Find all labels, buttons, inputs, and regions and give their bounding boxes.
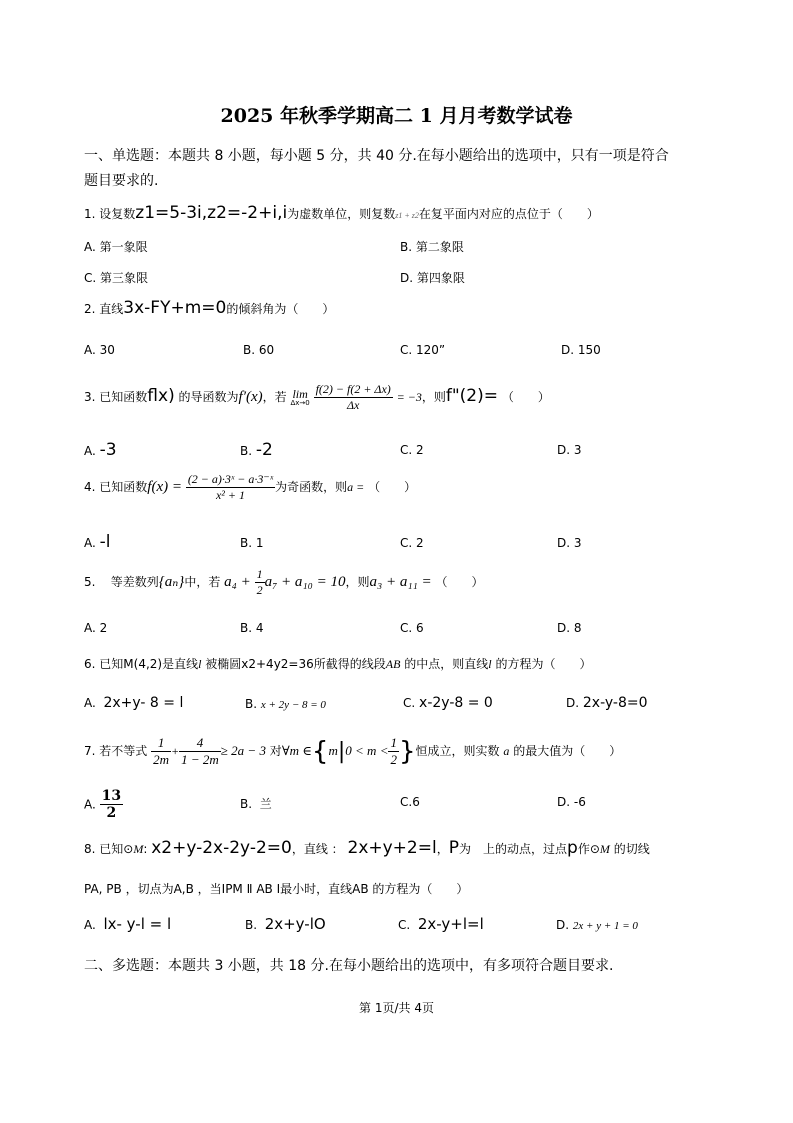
q1-option-b: B. 第二象限 xyxy=(400,240,464,254)
q4-fraction: $\frac{\text{(2 − a)·3ˣ − a·3⁻ˣ}}{\text{x² + 1}}$ xyxy=(187,472,274,502)
q1-option-c: C. 第三象限 xyxy=(84,271,149,285)
q4-option-d: D. 3 xyxy=(557,536,582,550)
q7-fraction-2: $\frac{4}{1 - 2m}$ xyxy=(181,735,219,767)
q2-option-b: B. 60 xyxy=(243,343,275,357)
q3-option-d: D. 3 xyxy=(557,443,582,457)
section2-heading: 二、多选题：本题共 3 小题，共 18 分.在每小题给出的选项中，有多项符合题目要求. xyxy=(84,958,614,974)
q7-half-fraction: $\frac{1}{2}$ xyxy=(390,735,397,767)
q8-option-d: D. 2x + y + 1 = 0 xyxy=(556,918,638,932)
q2-line-equation: 3x-FY+m=0 xyxy=(123,298,227,318)
question-4: 4. 已知函数f(x) = $\frac{\text{(2 − a)·3ˣ − a·3⁻ˣ}}{\text{x² + 1}}$ 为奇函数，则a = （ ） xyxy=(84,472,417,502)
q6-option-b: B. x + 2y − 8 = 0 xyxy=(245,697,326,711)
q7-fraction-1: $\frac{1}{2m}$ xyxy=(153,735,170,767)
section1-heading: 一、单选题：本题共 8 小题，每小题 5 分，共 40 分.在每小题给出的选项中，只有一项是符合 xyxy=(84,148,669,164)
question-8-cont: PA, PB ，切点为A,B ，当IPM Ⅱ AB I最小时，直线AB 的方程为（ ） xyxy=(84,882,469,896)
q2-option-a: A. 30 xyxy=(84,343,115,357)
question-7: 7. 若不等式 $\frac{1}{2m}$ + $\frac{4}{1 - 2m}$ ≥ 2a − 3 对∀m ∈{m|0 < m < $\frac{1}{2}$ }恒成立，则实数 a 的最大值为（ ） xyxy=(84,735,622,767)
q1-option-d: D. 第四象限 xyxy=(400,271,465,285)
q4-option-b: B. 1 xyxy=(240,536,264,550)
q4-option-c: C. 2 xyxy=(400,536,424,550)
q8-option-b: B. 2x+y-lO xyxy=(245,915,326,933)
q6-option-c: C. x-2y-8 = 0 xyxy=(403,695,493,711)
q5-option-b: B. 4 xyxy=(240,621,264,635)
q5-option-a: A. 2 xyxy=(84,621,108,635)
question-8: 8. 已知⊙M: x2+y-2x-2y-2=0，直线 ： 2x+y+2=l，P为 上的动点，过点p作⊙M 的切线 xyxy=(84,838,650,858)
question-5: 5. 等差数列{aₙ}中，若 a₄ + $\frac{1}{2}$ a₇ + a₁₀ = 10，则a₃ + a₁₁ = （ ） xyxy=(84,567,484,597)
q8-line-equation: 2x+y+2=l xyxy=(347,838,437,858)
q3-limit: lim Δx→0 xyxy=(290,387,310,407)
q2-option-c: C. 120” xyxy=(400,343,446,357)
q7-option-a: A. $\frac{13}{2}$ xyxy=(84,788,122,821)
q1-numbers: z1=5-3i,z2=-2+i,i xyxy=(135,203,288,223)
question-2: 2. 直线3x-FY+m=0的倾斜角为（ ） xyxy=(84,298,335,318)
q6-option-d: D. 2x-y-8=0 xyxy=(566,695,648,711)
q7-option-c: C.6 xyxy=(400,795,420,809)
q3-fraction: $\frac{f(2) - f(2 + \Delta x)}{\Delta x}$ xyxy=(315,382,391,412)
question-6: 6. 已知M(4,2)是直线l 被椭圆x2+4y2=36所截得的线段AB 的中点，则直线l 的方程为（ ） xyxy=(84,657,592,671)
q5-half-fraction: $\frac{1}{2}$ xyxy=(256,567,263,597)
q3-option-c: C. 2 xyxy=(400,443,424,457)
q7-option-b: B. 兰 xyxy=(240,797,272,811)
question-3: 3. 已知函数flx) 的导函数为f′(x)，若 lim Δx→0 $\frac{f(2) - f(2 + \Delta x)}{\Delta x}$ = −3，则f"(2)= （ ） xyxy=(84,382,550,412)
q6-option-a: A. 2x+y- 8 = l xyxy=(84,695,184,711)
q2-option-d: D. 150 xyxy=(561,343,601,357)
question-1: 1. 设复数z1=5-3i,z2=-2+i,i为虚数单位，则复数z1 + z2在复平面内对应的点位于（ ） xyxy=(84,203,599,223)
q1-option-a: A. 第一象限 xyxy=(84,240,148,254)
q5-option-d: D. 8 xyxy=(557,621,582,635)
q3-option-b: B. -2 xyxy=(240,440,273,460)
q8-option-c: C. 2x-y+l=l xyxy=(398,915,484,933)
q5-option-c: C. 6 xyxy=(400,621,424,635)
q1-number: 1. xyxy=(84,207,96,221)
q7-option-a-fraction: $\frac{13}{2}$ xyxy=(101,788,122,821)
q8-option-a: A. lx- y-l = l xyxy=(84,915,172,933)
page-footer: 第 1页/共 4页 xyxy=(359,1001,434,1015)
q3-option-a: A. -3 xyxy=(84,440,117,460)
section1-heading-cont: 题目要求的. xyxy=(84,173,159,189)
page-title: 2025 年秋季学期高二 1 月月考数学试卷 xyxy=(220,105,573,127)
q7-option-d: D. -6 xyxy=(557,795,586,809)
q4-option-a: A. -l xyxy=(84,532,111,552)
q8-circle-equation: x2+y-2x-2y-2=0 xyxy=(151,838,292,858)
